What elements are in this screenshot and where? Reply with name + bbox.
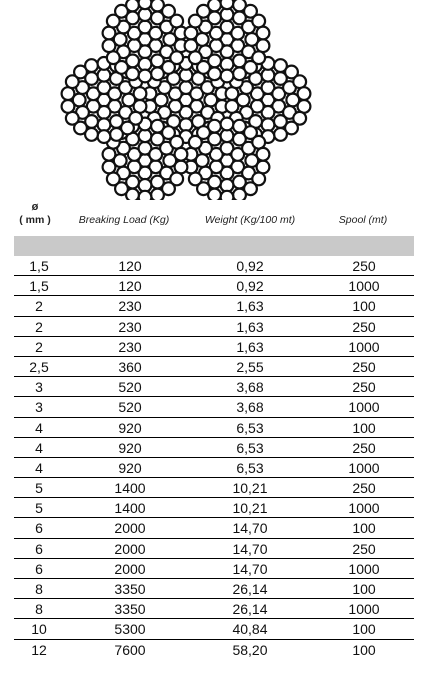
wire-icon bbox=[175, 148, 188, 161]
table-row bbox=[14, 498, 414, 518]
table-row bbox=[14, 478, 414, 498]
breaking-load-cell: 230 bbox=[118, 338, 142, 355]
breaking-load-cell: 7600 bbox=[114, 641, 146, 658]
weight-cell: 3,68 bbox=[236, 379, 264, 396]
breaking-load-cell: 120 bbox=[118, 278, 142, 295]
diameter-cell: 3 bbox=[35, 399, 43, 416]
table-row bbox=[14, 640, 414, 660]
diameter-cell: 5 bbox=[35, 500, 43, 517]
weight-cell: 26,14 bbox=[232, 601, 268, 618]
diameter-cell: 3 bbox=[35, 379, 43, 396]
wire-icon bbox=[185, 39, 198, 52]
wire-icon bbox=[221, 0, 234, 9]
diameter-cell: 4 bbox=[35, 459, 43, 476]
breaking-load-header: Breaking Load (Kg) bbox=[78, 214, 170, 226]
wire-icon bbox=[139, 70, 152, 83]
breaking-load-cell: 5300 bbox=[114, 621, 146, 638]
wire-icon bbox=[257, 39, 270, 52]
spool-cell: 1000 bbox=[348, 459, 380, 476]
weight-cell: 0,92 bbox=[236, 278, 264, 295]
weight-cell: 2,55 bbox=[236, 358, 264, 375]
table-row bbox=[14, 337, 414, 357]
spool-cell: 250 bbox=[352, 379, 376, 396]
table-row bbox=[14, 418, 414, 438]
wire-icon bbox=[298, 87, 311, 100]
breaking-load-cell: 3350 bbox=[114, 581, 146, 597]
wire-icon bbox=[233, 67, 246, 80]
diameter-header-unit: ( mm ) bbox=[19, 214, 51, 226]
table-row bbox=[14, 599, 414, 619]
weight-cell: 10,21 bbox=[232, 500, 268, 517]
breaking-load-cell: 230 bbox=[118, 318, 142, 335]
table-row bbox=[14, 397, 414, 417]
weight-cell: 58,20 bbox=[232, 641, 268, 658]
breaking-load-cell: 920 bbox=[118, 459, 142, 476]
table-row bbox=[14, 619, 414, 639]
breaking-load-cell: 2000 bbox=[114, 540, 146, 557]
weight-cell: 6,53 bbox=[236, 459, 264, 476]
wire-icon bbox=[257, 148, 270, 161]
table-row bbox=[14, 317, 414, 337]
spool-cell: 1000 bbox=[348, 338, 380, 355]
spool-cell: 1000 bbox=[348, 500, 380, 517]
weight-cell: 3,68 bbox=[236, 399, 264, 416]
diameter-cell: 8 bbox=[35, 581, 43, 597]
spool-cell: 1000 bbox=[348, 399, 380, 416]
table-row bbox=[14, 357, 414, 377]
breaking-load-cell: 920 bbox=[118, 419, 142, 436]
diameter-header-symbol: ø bbox=[31, 201, 39, 213]
breaking-load-cell: 360 bbox=[118, 358, 142, 375]
table-row bbox=[14, 276, 414, 296]
diameter-cell: 10 bbox=[31, 621, 47, 638]
wire-icon bbox=[103, 39, 116, 52]
diameter-cell: 6 bbox=[35, 540, 43, 557]
wire-icon bbox=[208, 120, 221, 133]
diameter-cell: 2 bbox=[35, 298, 43, 315]
spool-cell: 250 bbox=[352, 480, 376, 497]
diameter-cell: 8 bbox=[35, 601, 43, 618]
spool-cell: 100 bbox=[352, 298, 376, 315]
diameter-cell: 12 bbox=[31, 641, 47, 658]
diameter-cell: 6 bbox=[35, 520, 43, 537]
diameter-cell: 2 bbox=[35, 338, 43, 355]
wire-icon bbox=[139, 191, 152, 200]
weight-cell: 1,63 bbox=[236, 338, 264, 355]
wire-icon bbox=[151, 189, 164, 200]
diameter-cell: 4 bbox=[35, 439, 43, 456]
weight-cell: 26,14 bbox=[232, 581, 268, 597]
wire-icon bbox=[85, 59, 98, 72]
wire-icon bbox=[107, 51, 120, 64]
spool-header: Spool (mt) bbox=[338, 214, 388, 226]
wire-icon bbox=[110, 128, 123, 141]
weight-cell: 14,70 bbox=[232, 540, 268, 557]
spool-cell: 250 bbox=[352, 540, 376, 557]
table-row bbox=[14, 559, 414, 579]
weight-cell: 0,92 bbox=[236, 258, 264, 274]
wire-icon bbox=[170, 136, 183, 149]
header-divider-bar bbox=[14, 236, 414, 256]
breaking-load-cell: 3350 bbox=[114, 601, 146, 618]
wire-icon bbox=[221, 118, 234, 131]
wire-icon bbox=[103, 148, 116, 161]
spool-cell: 100 bbox=[352, 621, 376, 638]
wire-icon bbox=[103, 161, 116, 174]
diameter-cell: 1,5 bbox=[29, 278, 49, 295]
spool-cell: 250 bbox=[352, 258, 376, 274]
table-row bbox=[14, 296, 414, 316]
wire-icon bbox=[221, 191, 234, 200]
diameter-cell: 1,5 bbox=[29, 258, 49, 274]
spool-cell: 250 bbox=[352, 318, 376, 335]
weight-header: Weight (Kg/100 mt) bbox=[204, 214, 296, 226]
wire-icon bbox=[226, 100, 239, 113]
table-row bbox=[14, 579, 414, 599]
spool-cell: 100 bbox=[352, 419, 376, 436]
spool-cell: 250 bbox=[352, 439, 376, 456]
diameter-cell: 6 bbox=[35, 560, 43, 577]
spool-cell: 100 bbox=[352, 520, 376, 537]
weight-cell: 6,53 bbox=[236, 419, 264, 436]
wire-icon bbox=[208, 0, 221, 11]
specs-table-body bbox=[14, 256, 414, 660]
wire-rope-cross-section-icon bbox=[0, 0, 426, 200]
spool-cell: 1000 bbox=[348, 560, 380, 577]
wire-icon bbox=[252, 136, 265, 149]
wire-icon bbox=[274, 128, 287, 141]
breaking-load-cell: 520 bbox=[118, 379, 142, 396]
wire-icon bbox=[62, 100, 75, 113]
wire-icon bbox=[139, 0, 152, 9]
wire-icon bbox=[126, 0, 139, 11]
breaking-load-cell: 230 bbox=[118, 298, 142, 315]
wire-icon bbox=[151, 67, 164, 80]
breaking-load-cell: 2000 bbox=[114, 520, 146, 537]
breaking-load-cell: 920 bbox=[118, 439, 142, 456]
breaking-load-cell: 1400 bbox=[114, 500, 146, 517]
spool-cell: 1000 bbox=[348, 278, 380, 295]
spool-cell: 1000 bbox=[348, 601, 380, 618]
diameter-cell: 4 bbox=[35, 419, 43, 436]
wire-icon bbox=[257, 27, 270, 40]
table-row bbox=[14, 518, 414, 538]
wire-icon bbox=[98, 130, 111, 143]
wire-icon bbox=[134, 87, 147, 100]
table-row bbox=[14, 377, 414, 397]
weight-cell: 14,70 bbox=[232, 560, 268, 577]
breaking-load-cell: 520 bbox=[118, 399, 142, 416]
weight-cell: 1,63 bbox=[236, 318, 264, 335]
wire-icon bbox=[233, 189, 246, 200]
table-row bbox=[14, 458, 414, 478]
spool-cell: 100 bbox=[352, 581, 376, 597]
breaking-load-cell: 2000 bbox=[114, 560, 146, 577]
wire-icon bbox=[189, 51, 202, 64]
spool-cell: 100 bbox=[352, 641, 376, 658]
wire-icon bbox=[221, 70, 234, 83]
breaking-load-cell: 120 bbox=[118, 258, 142, 274]
diameter-cell: 2,5 bbox=[29, 358, 49, 375]
breaking-load-cell: 1400 bbox=[114, 480, 146, 497]
weight-cell: 14,70 bbox=[232, 520, 268, 537]
diameter-cell: 5 bbox=[35, 480, 43, 497]
weight-cell: 6,53 bbox=[236, 439, 264, 456]
weight-cell: 40,84 bbox=[232, 621, 268, 638]
weight-cell: 1,63 bbox=[236, 298, 264, 315]
spool-cell: 250 bbox=[352, 358, 376, 375]
diameter-cell: 2 bbox=[35, 318, 43, 335]
weight-cell: 10,21 bbox=[232, 480, 268, 497]
table-row bbox=[14, 539, 414, 559]
table-row bbox=[14, 256, 414, 276]
table-row bbox=[14, 438, 414, 458]
